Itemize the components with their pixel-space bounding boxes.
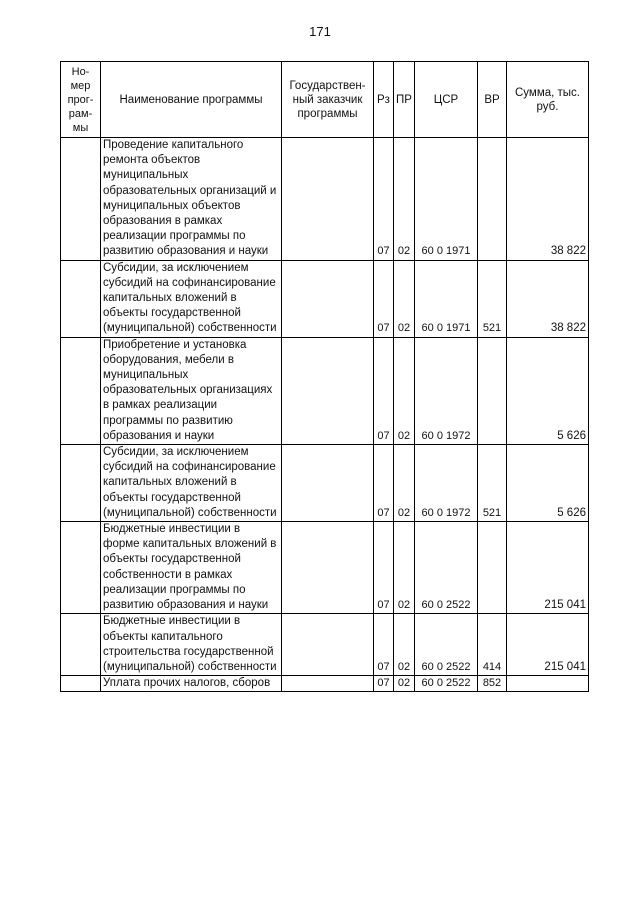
header-csr: ЦСР xyxy=(415,62,478,138)
program-name-cell: Проведение капитального ремонта объектов муниципальных образовательных организаций и муниципальных объектов образования в рамках реализации программы по развитию образования и науки xyxy=(101,138,282,261)
page-number: 171 xyxy=(309,24,331,39)
table-row xyxy=(61,260,589,337)
pr-cell: 02 xyxy=(394,337,415,444)
pr-cell: 02 xyxy=(394,522,415,614)
vr-cell: 414 xyxy=(478,614,507,676)
budget-programs-table xyxy=(60,61,589,692)
customer-cell xyxy=(282,445,374,522)
vr-cell xyxy=(478,138,507,261)
customer-cell xyxy=(282,260,374,337)
sum-cell: 215 041 xyxy=(507,614,589,676)
sum-cell xyxy=(507,676,589,692)
table-row xyxy=(61,337,589,444)
customer-cell xyxy=(282,138,374,261)
header-program-number: Но-мер прог-рам-мы xyxy=(61,62,101,138)
customer-cell xyxy=(282,614,374,676)
sum-cell: 215 041 xyxy=(507,522,589,614)
program-number-cell xyxy=(61,337,101,444)
header-program-name: Наименование программы xyxy=(101,62,282,138)
program-number-cell xyxy=(61,260,101,337)
vr-cell: 521 xyxy=(478,445,507,522)
program-name-cell: Субсидии, за исключением субсидий на софинансирование капитальных вложений в объекты государственной (муниципальной) собственности xyxy=(101,260,282,337)
customer-cell xyxy=(282,676,374,692)
csr-cell: 60 0 2522 xyxy=(415,522,478,614)
rz-cell: 07 xyxy=(374,522,394,614)
pr-cell: 02 xyxy=(394,138,415,261)
vr-cell xyxy=(478,522,507,614)
table-row xyxy=(61,445,589,522)
program-number-cell xyxy=(61,138,101,261)
table-row xyxy=(61,138,589,261)
rz-cell: 07 xyxy=(374,138,394,261)
header-sum: Сумма, тыс. руб. xyxy=(507,62,589,138)
program-number-cell xyxy=(61,614,101,676)
pr-cell: 02 xyxy=(394,676,415,692)
pr-cell: 02 xyxy=(394,614,415,676)
csr-cell: 60 0 1971 xyxy=(415,138,478,261)
csr-cell: 60 0 1972 xyxy=(415,445,478,522)
sum-cell: 5 626 xyxy=(507,445,589,522)
table-row xyxy=(61,676,589,692)
csr-cell: 60 0 1972 xyxy=(415,337,478,444)
rz-cell: 07 xyxy=(374,676,394,692)
sum-cell: 38 822 xyxy=(507,260,589,337)
program-name-cell: Уплата прочих налогов, сборов xyxy=(101,676,282,692)
header-vr: ВР xyxy=(478,62,507,138)
header-customer: Государствен-ный заказчик программы xyxy=(282,62,374,138)
table-row xyxy=(61,522,589,614)
pr-cell: 02 xyxy=(394,445,415,522)
sum-cell: 5 626 xyxy=(507,337,589,444)
header-pr: ПР xyxy=(394,62,415,138)
program-number-cell xyxy=(61,522,101,614)
program-name-cell: Бюджетные инвестиции в объекты капитального строительства государственной (муниципальной) собственности xyxy=(101,614,282,676)
program-name-cell: Бюджетные инвестиции в форме капитальных вложений в объекты государственной собственности в рамках реализации программы по развитию образования и науки xyxy=(101,522,282,614)
rz-cell: 07 xyxy=(374,337,394,444)
rz-cell: 07 xyxy=(374,614,394,676)
csr-cell: 60 0 1971 xyxy=(415,260,478,337)
program-number-cell xyxy=(61,445,101,522)
vr-cell: 852 xyxy=(478,676,507,692)
table-header-row xyxy=(61,62,589,138)
table-row xyxy=(61,614,589,676)
sum-cell: 38 822 xyxy=(507,138,589,261)
customer-cell xyxy=(282,522,374,614)
header-rz: Рз xyxy=(374,62,394,138)
customer-cell xyxy=(282,337,374,444)
csr-cell: 60 0 2522 xyxy=(415,676,478,692)
program-name-cell: Приобретение и установка оборудования, мебели в муниципальных образовательных организациях в рамках реализации программы по развитию образования и науки xyxy=(101,337,282,444)
program-number-cell xyxy=(61,676,101,692)
rz-cell: 07 xyxy=(374,260,394,337)
vr-cell xyxy=(478,337,507,444)
program-name-cell: Субсидии, за исключением субсидий на софинансирование капитальных вложений в объекты государственной (муниципальной) собственности xyxy=(101,445,282,522)
pr-cell: 02 xyxy=(394,260,415,337)
rz-cell: 07 xyxy=(374,445,394,522)
csr-cell: 60 0 2522 xyxy=(415,614,478,676)
vr-cell: 521 xyxy=(478,260,507,337)
